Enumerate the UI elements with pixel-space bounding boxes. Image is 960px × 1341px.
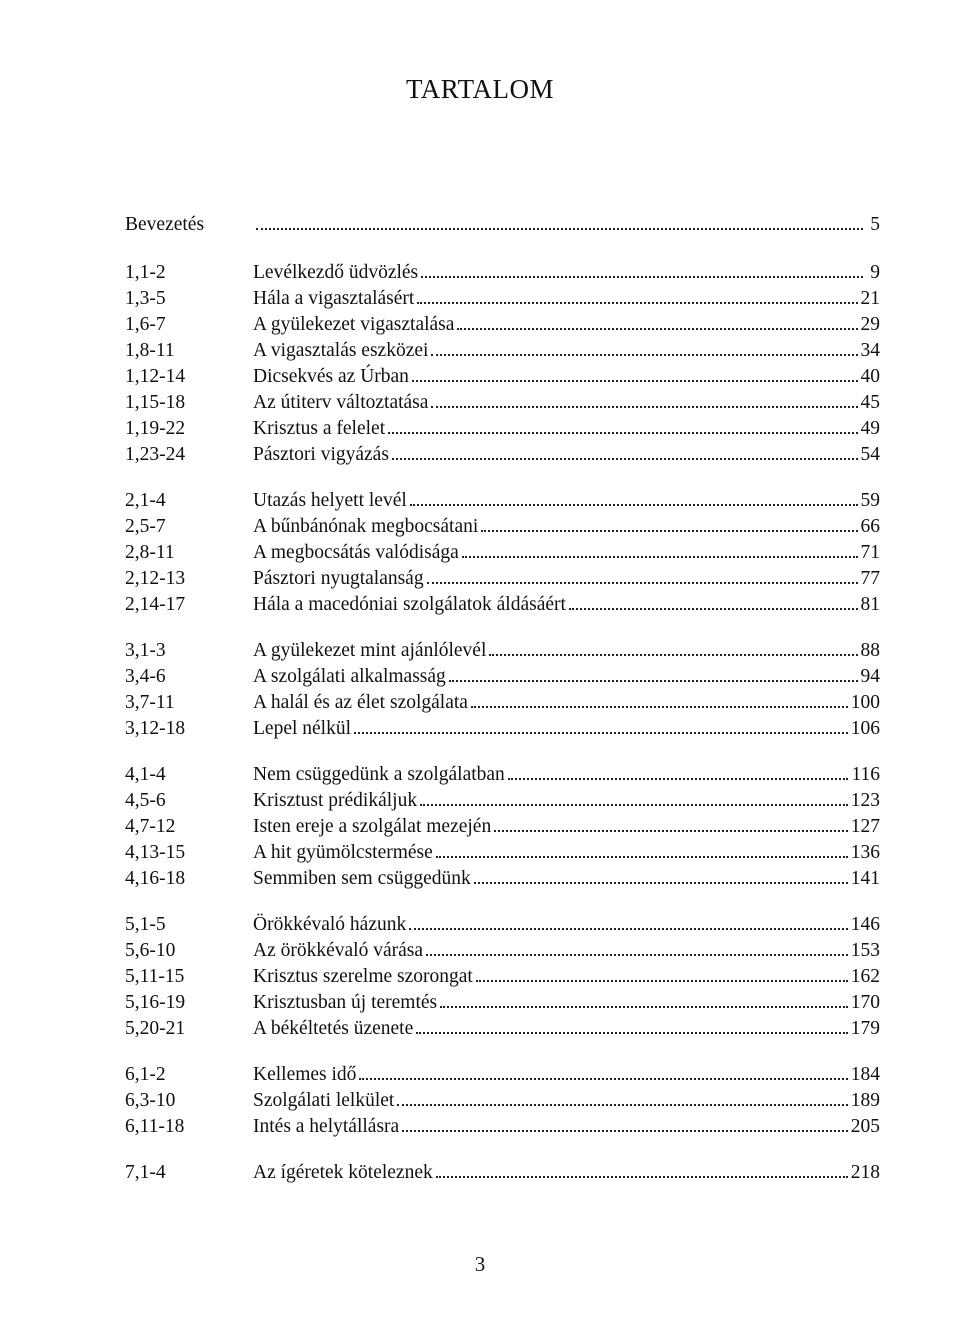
toc-reference: 5,6-10	[125, 940, 176, 961]
toc-row	[125, 390, 880, 416]
dot-leader	[462, 556, 858, 558]
dot-leader	[436, 856, 848, 858]
toc-group	[125, 1062, 880, 1140]
toc-reference: 3,1-3	[125, 640, 166, 661]
toc-group	[125, 1160, 880, 1186]
toc-reference: 3,4-6	[125, 666, 166, 687]
toc-reference: 4,16-18	[125, 868, 186, 889]
toc-reference: 6,11-18	[125, 1116, 185, 1137]
toc-row	[125, 286, 880, 312]
toc-page-number: 136	[850, 842, 880, 863]
toc-group	[125, 488, 880, 618]
toc-row	[125, 1088, 880, 1114]
toc-page-number: 77	[860, 568, 880, 589]
toc-page-number: 170	[850, 992, 880, 1013]
dot-leader	[471, 706, 848, 708]
toc-row	[125, 592, 880, 618]
toc-intro-group	[125, 210, 880, 240]
toc-entry-title: Levélkezdő üdvözlés	[253, 262, 419, 283]
toc-row	[125, 716, 880, 742]
toc-entry-title: A vigasztalás eszközei	[253, 340, 429, 361]
toc-reference: 1,8-11	[125, 340, 175, 361]
toc-reference: 7,1-4	[125, 1162, 166, 1183]
toc-entry-title: Nem csüggedünk a szolgálatban	[253, 764, 505, 785]
dot-leader	[489, 654, 857, 656]
dot-leader	[359, 1078, 847, 1080]
toc-group	[125, 638, 880, 742]
toc-row	[125, 312, 880, 338]
toc-reference: 1,3-5	[125, 288, 166, 309]
table-of-contents	[125, 210, 880, 1206]
toc-row	[125, 638, 880, 664]
toc-entry-title: Krisztus a felelet	[253, 418, 386, 439]
dot-leader	[409, 928, 848, 930]
toc-row	[125, 866, 880, 892]
toc-reference: 1,19-22	[125, 418, 186, 439]
toc-entry-title: Az örökkévaló várása	[253, 940, 424, 961]
toc-entry-title: A szolgálati alkalmasság	[253, 666, 446, 687]
toc-row	[125, 416, 880, 442]
toc-row	[125, 488, 880, 514]
toc-page-number: 9	[870, 262, 880, 283]
toc-entry-title: Az ígéretek köteleznek	[253, 1162, 433, 1183]
toc-entry-title: A békéltetés üzenete	[253, 1018, 414, 1039]
toc-group	[125, 912, 880, 1042]
dot-leader	[449, 680, 858, 682]
toc-entry-title: Hála a vigasztalásért	[253, 288, 415, 309]
toc-row	[125, 762, 880, 788]
toc-row	[125, 814, 880, 840]
toc-row	[125, 1160, 880, 1186]
toc-entry-title: Örökkévaló házunk	[253, 914, 407, 935]
dot-leader	[397, 1104, 847, 1106]
toc-row	[125, 442, 880, 468]
toc-intro-page: 5	[870, 214, 880, 235]
toc-page-number: 141	[850, 868, 880, 889]
toc-reference: 6,1-2	[125, 1064, 166, 1085]
dot-leader	[410, 504, 858, 506]
toc-entry-title: A gyülekezet mint ajánlólevél	[253, 640, 487, 661]
toc-row	[125, 338, 880, 364]
toc-row	[125, 1016, 880, 1042]
toc-entry-title: Hála a macedóniai szolgálatok áldásáért	[253, 594, 566, 615]
dot-leader	[569, 608, 858, 610]
toc-group	[125, 260, 880, 468]
toc-page-number: 179	[850, 1018, 880, 1039]
toc-entry-title: Intés a helytállásra	[253, 1116, 400, 1137]
toc-entry-title: Krisztust prédikáljuk	[253, 790, 418, 811]
dot-leader	[388, 432, 857, 434]
toc-page-number: 59	[860, 490, 880, 511]
toc-reference: 3,7-11	[125, 692, 175, 713]
page-number: 3	[474, 1252, 486, 1276]
toc-entry-title: A bűnbánónak megbocsátani	[253, 516, 479, 537]
toc-reference: 1,6-7	[125, 314, 166, 335]
toc-page-number: 66	[860, 516, 880, 537]
toc-page-number: 218	[850, 1162, 880, 1183]
dot-leader	[417, 302, 857, 304]
dot-leader	[392, 458, 858, 460]
dot-leader	[427, 582, 858, 584]
toc-page-number: 162	[850, 966, 880, 987]
dot-leader	[476, 980, 848, 982]
toc-entry-title: A megbocsátás valódisága	[253, 542, 459, 563]
dot-leader	[474, 882, 848, 884]
toc-page-number: 189	[850, 1090, 880, 1111]
toc-row	[125, 840, 880, 866]
toc-page-number: 81	[860, 594, 880, 615]
toc-reference: 1,12-14	[125, 366, 186, 387]
dot-leader	[508, 778, 849, 780]
dot-leader	[421, 276, 863, 278]
toc-row	[125, 938, 880, 964]
toc-row	[125, 260, 880, 286]
toc-page-number: 34	[860, 340, 880, 361]
dot-leader	[431, 406, 857, 408]
toc-reference: 2,5-7	[125, 516, 166, 537]
dot-leader	[416, 1032, 847, 1034]
toc-page-number: 205	[850, 1116, 880, 1137]
toc-reference: 4,1-4	[125, 764, 166, 785]
dot-leader	[402, 1130, 848, 1132]
toc-entry-title: Dicsekvés az Úrban	[253, 366, 409, 387]
toc-entry-title: Isten ereje a szolgálat mezején	[253, 816, 492, 837]
toc-page-number: 29	[860, 314, 880, 335]
toc-reference: 4,7-12	[125, 816, 176, 837]
toc-row	[125, 1114, 880, 1140]
toc-row	[125, 690, 880, 716]
toc-entry-title: Krisztus szerelme szorongat	[253, 966, 473, 987]
toc-row	[125, 964, 880, 990]
dot-leader	[431, 354, 857, 356]
dot-leader	[457, 328, 857, 330]
toc-reference: 3,12-18	[125, 718, 186, 739]
toc-reference: 2,12-13	[125, 568, 186, 589]
toc-page-number: 40	[860, 366, 880, 387]
dot-leader	[436, 1176, 848, 1178]
toc-entry-title: Pásztori vigyázás	[253, 444, 389, 465]
toc-reference: 4,5-6	[125, 790, 166, 811]
toc-row	[125, 540, 880, 566]
toc-page-number: 54	[860, 444, 880, 465]
toc-row	[125, 566, 880, 592]
toc-reference: 5,16-19	[125, 992, 186, 1013]
dot-leader	[354, 732, 848, 734]
dot-leader	[412, 380, 858, 382]
toc-reference: 5,20-21	[125, 1018, 186, 1039]
toc-page-number: 21	[860, 288, 880, 309]
toc-page-number: 71	[860, 542, 880, 563]
toc-page-number: 127	[850, 816, 880, 837]
toc-row	[125, 912, 880, 938]
toc-row	[125, 364, 880, 390]
dot-leader	[426, 954, 848, 956]
toc-intro-label: Bevezetés	[125, 214, 205, 235]
toc-row	[125, 1062, 880, 1088]
toc-page-number: 146	[850, 914, 880, 935]
toc-page-number: 49	[860, 418, 880, 439]
toc-reference: 5,11-15	[125, 966, 185, 987]
toc-page-number: 94	[860, 666, 880, 687]
toc-entry-title: Lepel nélkül	[253, 718, 352, 739]
toc-row	[125, 990, 880, 1016]
toc-reference: 2,1-4	[125, 490, 166, 511]
toc-reference: 2,8-11	[125, 542, 175, 563]
toc-page-number: 116	[851, 764, 880, 785]
toc-reference: 1,23-24	[125, 444, 186, 465]
toc-reference: 1,15-18	[125, 392, 186, 413]
toc-page-number: 88	[860, 640, 880, 661]
toc-entry-title: Semmiben sem csüggedünk	[253, 868, 471, 889]
toc-intro-row	[125, 210, 880, 240]
toc-entry-title: Krisztusban új teremtés	[253, 992, 438, 1013]
dot-leader	[420, 804, 848, 806]
toc-reference: 4,13-15	[125, 842, 186, 863]
toc-group	[125, 762, 880, 892]
dot-leader	[494, 830, 848, 832]
toc-reference: 5,1-5	[125, 914, 166, 935]
toc-entry-title: Kellemes idő	[253, 1064, 357, 1085]
dot-leader	[481, 530, 857, 532]
toc-row	[125, 788, 880, 814]
toc-row	[125, 514, 880, 540]
toc-reference: 2,14-17	[125, 594, 186, 615]
toc-row	[125, 664, 880, 690]
toc-entry-title: Szolgálati lelkület	[253, 1090, 395, 1111]
toc-page-number: 45	[860, 392, 880, 413]
toc-page-number: 123	[850, 790, 880, 811]
toc-reference: 6,3-10	[125, 1090, 176, 1111]
toc-entry-title: A gyülekezet vigasztalása	[253, 314, 455, 335]
toc-reference: 1,1-2	[125, 262, 166, 283]
toc-page-number: 153	[850, 940, 880, 961]
toc-entry-title: A halál és az élet szolgálata	[253, 692, 468, 713]
toc-entry-title: Pásztori nyugtalanság	[253, 568, 424, 589]
toc-page-number: 184	[850, 1064, 880, 1085]
page-title: TARTALOM	[405, 74, 555, 104]
dot-leader	[440, 1006, 848, 1008]
toc-entry-title: Utazás helyett levél	[253, 490, 407, 511]
toc-entry-title: Az útiterv változtatása	[253, 392, 429, 413]
toc-page-number: 100	[850, 692, 880, 713]
dot-leader	[256, 228, 863, 230]
toc-entry-title: A hit gyümölcstermése	[253, 842, 433, 863]
toc-page-number: 106	[850, 718, 880, 739]
